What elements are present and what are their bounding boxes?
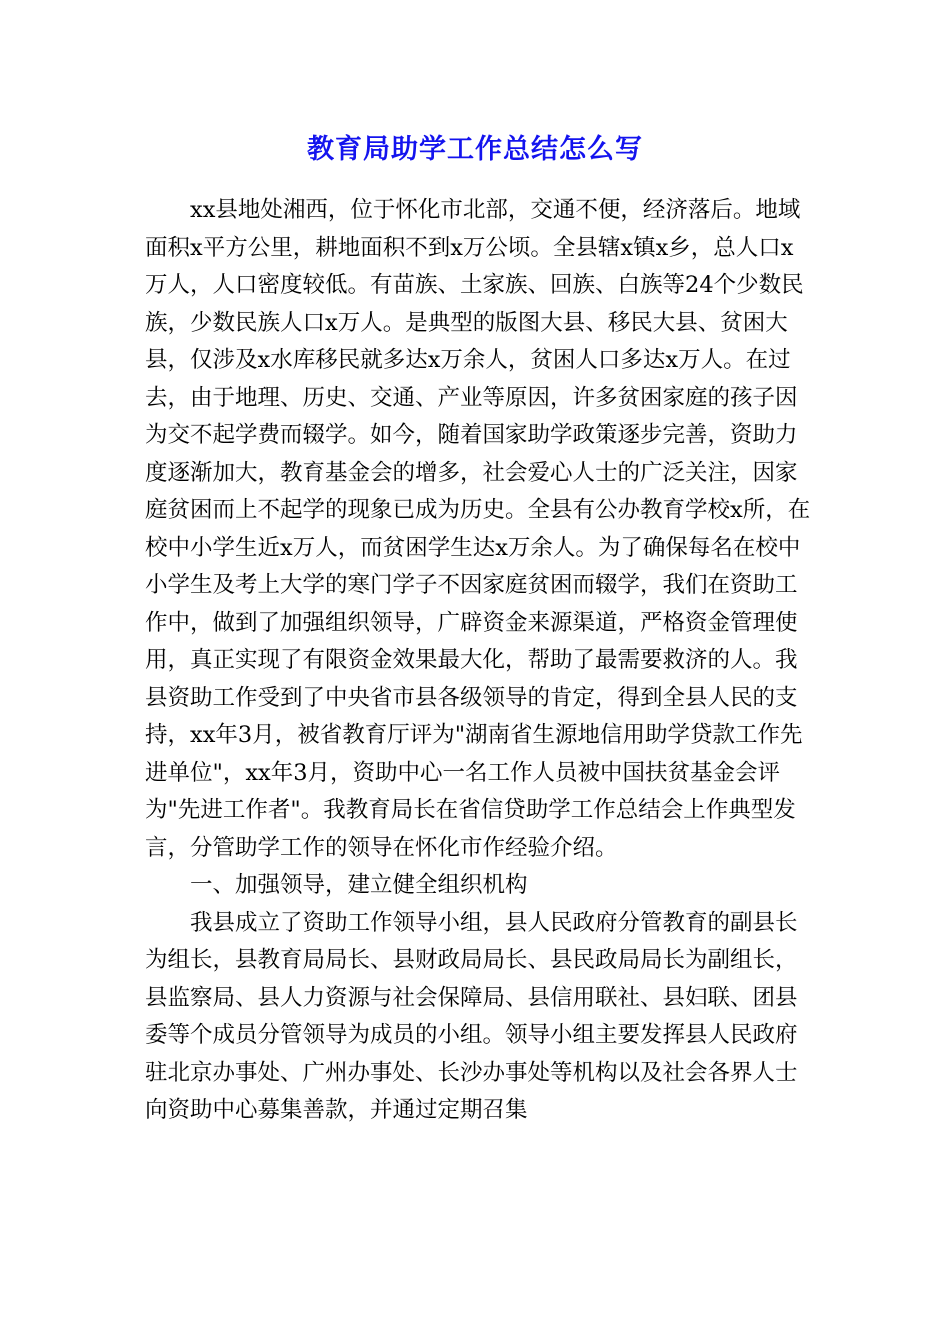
section-paragraph: 我县成立了资助工作领导小组，县人民政府分管教育的副县长为组长，县教育局局长、县财政局局长、县民政局局长为副组长，县监察局、县人力资源与社会保障局、县信用联社、县妇联、团县委等个成员分管领导为成员的小组。领导小组主要发挥县人民政府驻北京办事处、广州办事处、长沙办事处等机构以及社会各界人士向资助中心募集善款，并通过定期召集 [145,909,798,1123]
intro-paragraph: xx县地处湘西，位于怀化市北部，交通不便，经济落后。地域面积x平方公里，耕地面积不到x万公顷。全县辖x镇x乡，总人口x万人，人口密度较低。有苗族、土家族、回族、白族等24个少数民族，少数民族人口x万人。是典型的版图大县、移民大县、贫困大县，仅涉及x水库移民就多达x万余人，贫困人口多达x万人。在过去，由于地理、历史、交通、产业等原因，许多贫困家庭的孩子因为交不起学费而辍学。如今，随着国家助学政策逐步完善，资助力度逐渐加大，教育基金会的增多，社会爱心人士的广泛关注，因家庭贫困而上不起学的现象已成为历史。全县有公办教育学校x所，在校中小学生近x万人，而贫困学生达x万余人。为了确保每名在校中小学生及考上大学的寒门学子不因家庭贫困而辍学，我们在资助工作中，做到了加强组织领导，广辟资金来源渠道，严格资金管理使用，真正实现了有限资金效果最大化，帮助了最需要救济的人。我县资助工作受到了中央省市县各级领导的肯定，得到全县人民的支持，xx年3月，被省教育厅评为"湖南省生源地信用助学贷款工作先进单位"，xx年3月，资助中心一名工作人员被中国扶贫基金会评为"先进工作者"。我教育局长在省信贷助学工作总结会上作典型发言，分管助学工作的领导在怀化市作经验介绍。 [145,197,811,861]
section-heading: 一、加强领导，建立健全组织机构 [190,872,528,898]
document-body [145,192,813,1130]
document-title: 教育局助学工作总结怎么写 [307,134,643,165]
